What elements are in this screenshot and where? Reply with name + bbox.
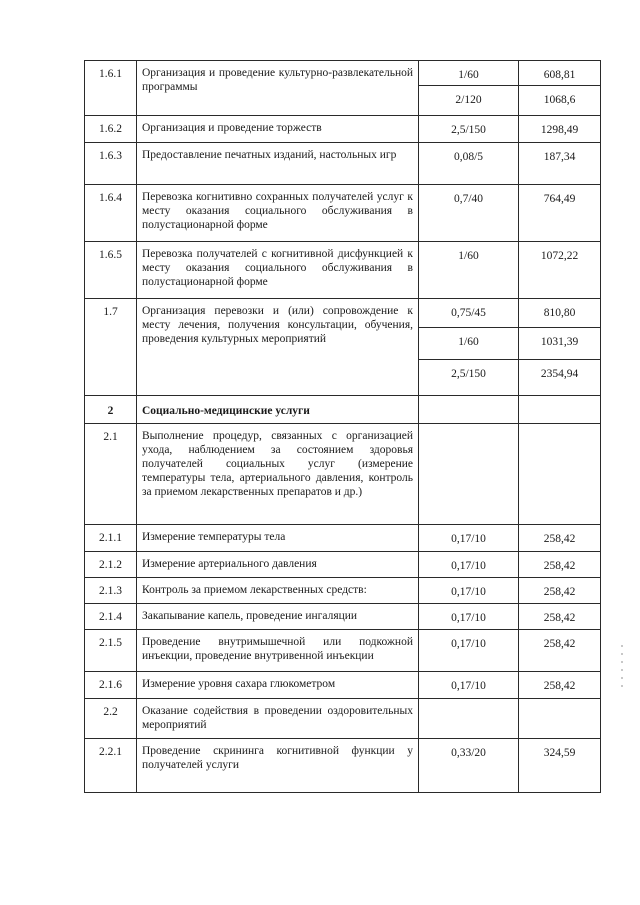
empty-cell (419, 396, 519, 424)
tariff-value: 258,42 (519, 552, 601, 578)
table-row (85, 630, 601, 672)
time-norm: 0,08/5 (419, 143, 519, 185)
time-norm: 1/60 (419, 328, 519, 360)
empty-cell (419, 424, 519, 525)
tariff-value: 258,42 (519, 672, 601, 699)
row-number: 2.1.6 (85, 672, 137, 699)
scan-mark (621, 661, 623, 663)
table-row (85, 525, 601, 552)
tariff-value: 764,49 (519, 185, 601, 242)
tariff-value: 810,80 (519, 299, 601, 328)
row-number: 2.2.1 (85, 739, 137, 793)
table-row (85, 61, 601, 86)
service-description: Оказание содействия в проведении оздоровительных мероприятий (137, 699, 419, 739)
table-row (85, 552, 601, 578)
empty-cell (519, 699, 601, 739)
row-number: 2.1.1 (85, 525, 137, 552)
tariff-value: 258,42 (519, 630, 601, 672)
time-norm: 1/60 (419, 242, 519, 299)
service-description: Предоставление печатных изданий, настольных игр (137, 143, 419, 185)
service-description: Проведение скрининга когнитивной функции у получателей услуги (137, 739, 419, 793)
empty-cell (519, 396, 601, 424)
scan-mark (621, 677, 623, 679)
empty-cell (419, 699, 519, 739)
scan-mark (621, 645, 623, 647)
tariff-value: 258,42 (519, 578, 601, 604)
time-norm: 0,17/10 (419, 672, 519, 699)
row-number: 2.1.3 (85, 578, 137, 604)
service-description: Выполнение процедур, связанных с организацией ухода, наблюдением за состоянием здоровья получателей социальных услуг (измерение температуры тела, артериального давления, контроль за приемом лекарственных препаратов и др.) (137, 424, 419, 525)
service-description: Организация перевозки и (или) сопровождение к месту лечения, получения консультации, обучения, проведения культурных мероприятий (137, 299, 419, 396)
service-description: Закапывание капель, проведение ингаляции (137, 604, 419, 630)
time-norm: 0,17/10 (419, 604, 519, 630)
service-description: Контроль за приемом лекарственных средств: (137, 578, 419, 604)
row-number: 2.1.5 (85, 630, 137, 672)
time-norm: 0,17/10 (419, 525, 519, 552)
tariff-value: 1298,49 (519, 116, 601, 143)
row-number: 1.7 (85, 299, 137, 396)
row-number: 2.1 (85, 424, 137, 525)
time-norm: 0,33/20 (419, 739, 519, 793)
row-number: 2.1.2 (85, 552, 137, 578)
scan-mark (621, 685, 623, 687)
time-norm: 2,5/150 (419, 360, 519, 396)
time-norm: 0,75/45 (419, 299, 519, 328)
table-row (85, 424, 601, 525)
tariff-value: 1072,22 (519, 242, 601, 299)
tariff-value: 258,42 (519, 525, 601, 552)
time-norm: 0,17/10 (419, 630, 519, 672)
service-description: Перевозка получателей с когнитивной дисфункцией к месту оказания социального обслуживания в полустационарной форме (137, 242, 419, 299)
service-description: Перевозка когнитивно сохранных получателей услуг к месту оказания социального обслуживания в полустационарной форме (137, 185, 419, 242)
time-norm: 0,17/10 (419, 552, 519, 578)
scan-margin-marks (620, 640, 624, 730)
row-number: 1.6.2 (85, 116, 137, 143)
scan-mark (621, 653, 623, 655)
service-description: Измерение температуры тела (137, 525, 419, 552)
tariff-value: 258,42 (519, 604, 601, 630)
tariff-value: 324,59 (519, 739, 601, 793)
section-title: Социально-медицинские услуги (137, 396, 419, 424)
empty-cell (519, 424, 601, 525)
row-number: 2.2 (85, 699, 137, 739)
time-norm: 2,5/150 (419, 116, 519, 143)
table-row (85, 299, 601, 328)
table-row (85, 116, 601, 143)
time-norm: 0,17/10 (419, 578, 519, 604)
table-row (85, 242, 601, 299)
table-row (85, 739, 601, 793)
table-row (85, 604, 601, 630)
table-row (85, 396, 601, 424)
time-norm: 1/60 (419, 61, 519, 86)
row-number: 1.6.3 (85, 143, 137, 185)
tariff-value: 608,81 (519, 61, 601, 86)
row-number: 1.6.4 (85, 185, 137, 242)
tariff-value: 1068,6 (519, 86, 601, 116)
table-row (85, 143, 601, 185)
services-tariff-table (84, 60, 601, 793)
tariff-value: 1031,39 (519, 328, 601, 360)
section-number: 2 (85, 396, 137, 424)
table-row (85, 578, 601, 604)
service-description: Измерение артериального давления (137, 552, 419, 578)
scan-mark (621, 669, 623, 671)
table-row (85, 185, 601, 242)
row-number: 1.6.1 (85, 61, 137, 116)
service-description: Проведение внутримышечной или подкожной инъекции, проведение внутривенной инъекции (137, 630, 419, 672)
tariff-value: 2354,94 (519, 360, 601, 396)
service-description: Измерение уровня сахара глюкометром (137, 672, 419, 699)
service-description: Организация и проведение культурно-развлекательной программы (137, 61, 419, 116)
row-number: 2.1.4 (85, 604, 137, 630)
time-norm: 2/120 (419, 86, 519, 116)
row-number: 1.6.5 (85, 242, 137, 299)
table-row (85, 672, 601, 699)
table-row (85, 699, 601, 739)
tariff-value: 187,34 (519, 143, 601, 185)
time-norm: 0,7/40 (419, 185, 519, 242)
service-description: Организация и проведение торжеств (137, 116, 419, 143)
